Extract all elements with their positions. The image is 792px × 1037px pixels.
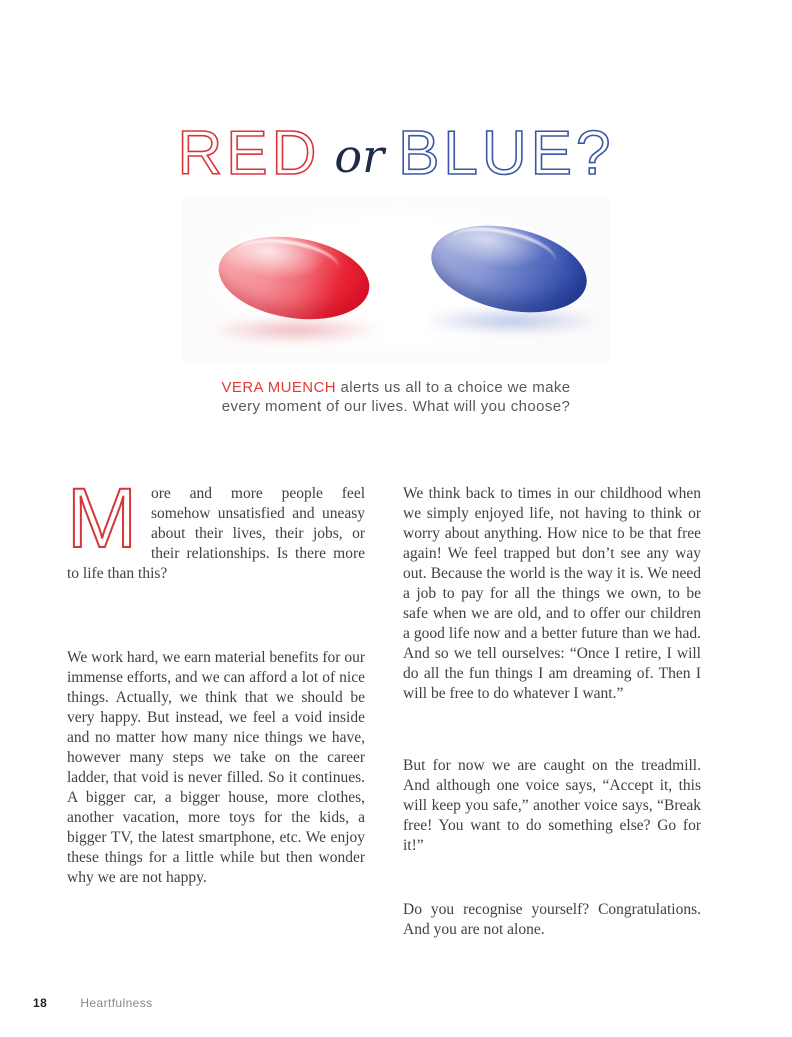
byline-line-2: every moment of our lives. What will you choose? xyxy=(221,398,571,415)
magazine-name: Heartfulness xyxy=(80,996,153,1010)
paragraph-lead xyxy=(67,471,365,584)
title-word-blue: BLUE? xyxy=(398,119,615,188)
pills-photo xyxy=(182,196,610,364)
article-body xyxy=(67,471,701,940)
title-word-red: RED xyxy=(177,119,321,188)
byline-text-1: alerts us all to a choice we make xyxy=(335,379,571,396)
dropcap-letter: M xyxy=(67,471,137,565)
byline xyxy=(0,378,792,416)
paragraph: But for now we are caught on the treadmill. And although one voice says, “Accept it, this will keep you safe,” another voice says, “Break free! You want to do something else? Go for it!” xyxy=(403,757,701,854)
left-column xyxy=(67,471,365,940)
title-word-or: or xyxy=(334,129,385,183)
red-pill-image xyxy=(213,227,376,330)
page-footer xyxy=(33,996,153,1010)
page-number: 18 xyxy=(33,996,48,1010)
article-title xyxy=(0,118,792,189)
byline-line-1 xyxy=(0,378,792,397)
paragraph-lead-text: ore and more people feel somehow unsatisfied and uneasy about their lives, their jobs, or their relationships. Is there more to life than this? xyxy=(67,485,365,582)
red-pill-shadow xyxy=(208,318,384,342)
byline-author: VERA MUENCH xyxy=(221,379,336,396)
paragraph: We think back to times in our childhood when we simply enjoyed life, not having to think or worry about anything. How nice to be that free again! We feel trapped but don’t see any way out. Because the world is the way it is. We need a job to pay for all the things we own, to be safe when we are old, and to offer our children a good life now and a better future than we had. And so we tell ourselves: “Once I retire, I will do all the fun things I am dreaming of. Then I will be free to do whatever I want.” xyxy=(403,485,701,702)
paragraph: We work hard, we earn material benefits for our immense efforts, and we can afford a lot of nice things. Actually, we think that we should be very happy. But instead, we feel a void inside and no matter how many nice things we have, however many steps we take on the career ladder, that void is never filled. So it continues. A bigger car, a bigger house, more clothes, another vacation, more toys for the kids, a bigger TV, the latest smartphone, etc. We enjoy these things for a little while but then wonder why we are not happy. xyxy=(67,649,365,886)
blue-pill-image xyxy=(423,212,595,325)
right-column xyxy=(403,484,701,940)
blue-pill-shadow xyxy=(420,308,604,334)
paragraph: Do you recognise yourself? Congratulations. And you are not alone. xyxy=(403,901,701,938)
